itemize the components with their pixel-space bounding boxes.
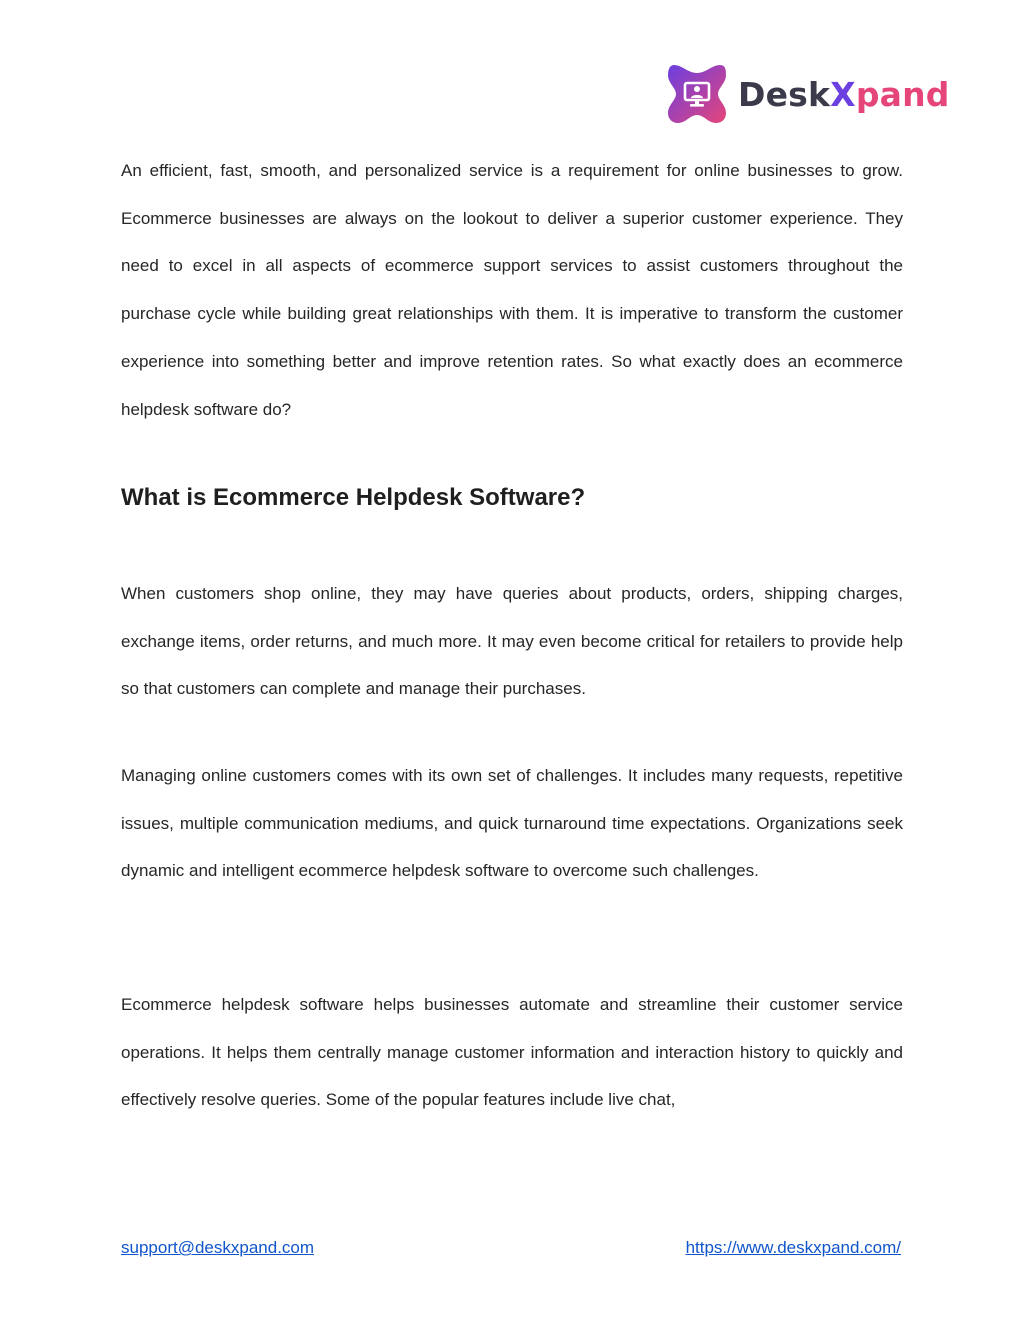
intro-paragraph: An efficient, fast, smooth, and personalized service is a requirement for online businesses to grow. Ecommerce businesses are always on the lookout to deliver a superior customer experience. They need to excel in all aspects of ecommerce support services to assist customers throughout the purchase cycle while building great relationships with them. It is imperative to transform the customer experience into something better and improve retention rates. So what exactly does an ecommerce helpdesk software do?	[121, 161, 903, 419]
paragraph-customer-queries: When customers shop online, they may have queries about products, orders, shipping charges, exchange items, order returns, and much more. It may even become critical for retailers to provide help so that customers can complete and manage their purchases.	[121, 584, 903, 699]
support-email-link[interactable]: support@deskxpand.com	[121, 1238, 315, 1257]
deskxpand-logo-text	[738, 74, 950, 114]
deskxpand-logo-icon	[664, 61, 730, 127]
logo-text-x: X	[830, 74, 856, 114]
section-heading: What is Ecommerce Helpdesk Software?	[121, 484, 586, 511]
paragraph-helpdesk-features: Ecommerce helpdesk software helps businesses automate and streamline their customer service operations. It helps them centrally manage customer information and interaction history to quickly and effectively resolve queries. Some of the popular features include live chat,	[121, 995, 903, 1110]
logo-text-desk: Desk	[738, 74, 831, 114]
page-footer	[121, 1238, 901, 1264]
logo-text-pand: pand	[855, 74, 950, 114]
paragraph-challenges: Managing online customers comes with its own set of challenges. It includes many requests, repetitive issues, multiple communication mediums, and quick turnaround time expectations. Organizations seek dynamic and intelligent ecommerce helpdesk software to overcome such challenges.	[121, 766, 903, 881]
deskxpand-logo	[664, 60, 950, 128]
document-body	[121, 147, 903, 1110]
website-link[interactable]: https://www.deskxpand.com/	[685, 1238, 901, 1257]
